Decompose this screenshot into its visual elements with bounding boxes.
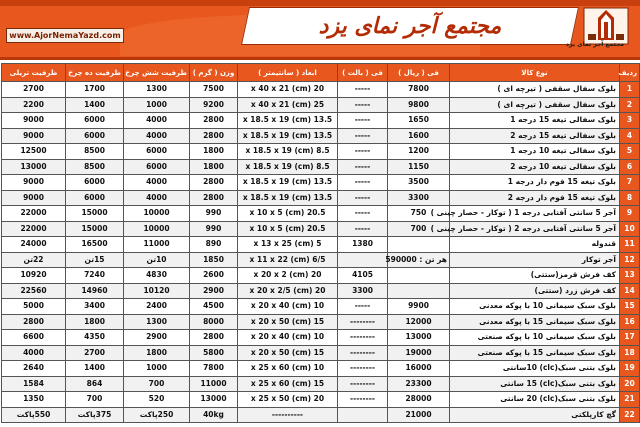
price-pallet-cell: -------- bbox=[338, 330, 388, 346]
price-pallet-cell: 3300 bbox=[338, 283, 388, 299]
product-name-cell: بلوک تیغه 15 فوم دار درجه 1 bbox=[450, 175, 620, 191]
row-number-cell: 12 bbox=[620, 252, 640, 268]
row-number-cell: 22 bbox=[620, 407, 640, 423]
table-body bbox=[2, 82, 640, 423]
six-wheel-capacity-cell: 4000 bbox=[124, 113, 190, 129]
price-pallet-cell: -------- bbox=[338, 314, 388, 330]
table-row bbox=[2, 283, 640, 299]
table-row bbox=[2, 392, 640, 408]
row-number-cell: 14 bbox=[620, 283, 640, 299]
price-pallet-cell: ----- bbox=[338, 175, 388, 191]
row-number-cell: 2 bbox=[620, 97, 640, 113]
weight-cell: 7500 bbox=[190, 82, 238, 98]
dimensions-cell: 25 x 40 x 21 (cm) bbox=[238, 97, 338, 113]
column-header-row-number: ردیف bbox=[620, 64, 640, 82]
price-pallet-cell: ----- bbox=[338, 144, 388, 160]
six-wheel-capacity-cell: 6000 bbox=[124, 144, 190, 160]
weight-cell: 13000 bbox=[190, 392, 238, 408]
dimensions-cell: 8.5 x 18.5 x 19 (cm) bbox=[238, 144, 338, 160]
price-rial-cell: 3300 bbox=[388, 190, 450, 206]
dimensions-cell: 20 x 40 x 21 (cm) bbox=[238, 82, 338, 98]
price-pallet-cell: ----- bbox=[338, 113, 388, 129]
trailer-capacity-cell: 24000 bbox=[2, 237, 66, 253]
weight-cell: 8000 bbox=[190, 314, 238, 330]
table-row bbox=[2, 252, 640, 268]
price-rial-cell: 1200 bbox=[388, 144, 450, 160]
product-name-cell: بلوک سفال سقفی ( تیرچه ای ) bbox=[450, 97, 620, 113]
dimensions-cell: 5 x 13 x 25 (cm) bbox=[238, 237, 338, 253]
header-banner bbox=[0, 0, 640, 60]
table-row bbox=[2, 407, 640, 423]
row-number-cell: 6 bbox=[620, 159, 640, 175]
dimensions-cell: 13.5 x 18.5 x 19 (cm) bbox=[238, 175, 338, 191]
dimensions-cell: 20 x 25 x 50 (cm) bbox=[238, 392, 338, 408]
ten-wheel-capacity-cell: 1400 bbox=[66, 361, 124, 377]
product-name-cell: آجر توکار bbox=[450, 252, 620, 268]
row-number-cell: 15 bbox=[620, 299, 640, 315]
ten-wheel-capacity-cell: 1700 bbox=[66, 82, 124, 98]
column-header-price-rial: فی ( ریال ) bbox=[388, 64, 450, 82]
ten-wheel-capacity-cell: 375پاکت bbox=[66, 407, 124, 423]
trailer-capacity-cell: 9000 bbox=[2, 175, 66, 191]
trailer-capacity-cell: 22560 bbox=[2, 283, 66, 299]
six-wheel-capacity-cell: 700 bbox=[124, 376, 190, 392]
table-row bbox=[2, 361, 640, 377]
price-rial-cell: 12000 bbox=[388, 314, 450, 330]
price-pallet-cell: -------- bbox=[338, 345, 388, 361]
product-name-cell: بلوک سبک سیمانی 10 با پوکه معدنی bbox=[450, 299, 620, 315]
six-wheel-capacity-cell: 2900 bbox=[124, 330, 190, 346]
weight-cell: 2800 bbox=[190, 190, 238, 206]
price-rial-cell: 3500 bbox=[388, 175, 450, 191]
dimensions-cell: 15 x 25 x 60 (cm) bbox=[238, 376, 338, 392]
price-rial-cell: 23300 bbox=[388, 376, 450, 392]
dimensions-cell: 15 x 20 x 50 (cm) bbox=[238, 314, 338, 330]
dimensions-cell: 20 x 20 x 2 (cm) bbox=[238, 268, 338, 284]
row-number-cell: 19 bbox=[620, 361, 640, 377]
six-wheel-capacity-cell: 250پاکت bbox=[124, 407, 190, 423]
price-rial-cell: 1600 bbox=[388, 128, 450, 144]
table-row bbox=[2, 97, 640, 113]
price-rial-cell bbox=[388, 268, 450, 284]
table-row bbox=[2, 113, 640, 129]
dimensions-cell: 20.5 x 10 x 5 (cm) bbox=[238, 206, 338, 222]
weight-cell: 2800 bbox=[190, 113, 238, 129]
table-row bbox=[2, 345, 640, 361]
ten-wheel-capacity-cell: 6000 bbox=[66, 128, 124, 144]
page-title: مجتمع آجر نمای یزد bbox=[318, 13, 502, 39]
weight-cell: 990 bbox=[190, 221, 238, 237]
product-name-cell: بلوک سفال سقفی ( تیرچه ای ) bbox=[450, 82, 620, 98]
ten-wheel-capacity-cell: 1400 bbox=[66, 97, 124, 113]
price-pallet-cell bbox=[338, 407, 388, 423]
weight-cell: 1800 bbox=[190, 144, 238, 160]
price-pallet-cell: ----- bbox=[338, 159, 388, 175]
weight-cell: 9200 bbox=[190, 97, 238, 113]
six-wheel-capacity-cell: 4830 bbox=[124, 268, 190, 284]
table-row bbox=[2, 314, 640, 330]
price-rial-cell: 700 bbox=[388, 221, 450, 237]
dimensions-cell: 8.5 x 18.5 x 19 (cm) bbox=[238, 159, 338, 175]
table-row bbox=[2, 144, 640, 160]
trailer-capacity-cell: 1350 bbox=[2, 392, 66, 408]
column-header-trailer-capacity: ظرفیت تریلی bbox=[2, 64, 66, 82]
weight-cell: 2800 bbox=[190, 330, 238, 346]
banner-stripe bbox=[0, 0, 640, 6]
dimensions-cell: 15 x 20 x 50 (cm) bbox=[238, 345, 338, 361]
weight-cell: 7800 bbox=[190, 361, 238, 377]
product-name-cell: آجر 5 سانتی آفتابی درجه 1 ( توکار - حصار چینی ) bbox=[450, 206, 620, 222]
product-name-cell: قندوله bbox=[450, 237, 620, 253]
ten-wheel-capacity-cell: 4350 bbox=[66, 330, 124, 346]
six-wheel-capacity-cell: 4000 bbox=[124, 175, 190, 191]
weight-cell: 1850 bbox=[190, 252, 238, 268]
price-rial-cell: 9900 bbox=[388, 299, 450, 315]
row-number-cell: 20 bbox=[620, 376, 640, 392]
trailer-capacity-cell: 9000 bbox=[2, 113, 66, 129]
row-number-cell: 7 bbox=[620, 175, 640, 191]
dimensions-cell: ---------- bbox=[238, 407, 338, 423]
trailer-capacity-cell: 22تن bbox=[2, 252, 66, 268]
price-pallet-cell: ----- bbox=[338, 128, 388, 144]
product-name-cell: کف فرش قرمز(ستتی) bbox=[450, 268, 620, 284]
six-wheel-capacity-cell: 1300 bbox=[124, 314, 190, 330]
row-number-cell: 16 bbox=[620, 314, 640, 330]
ten-wheel-capacity-cell: 864 bbox=[66, 376, 124, 392]
weight-cell: 2900 bbox=[190, 283, 238, 299]
column-header-product-name: نوع کالا bbox=[450, 64, 620, 82]
ten-wheel-capacity-cell: 15تن bbox=[66, 252, 124, 268]
row-number-cell: 5 bbox=[620, 144, 640, 160]
weight-cell: 2800 bbox=[190, 128, 238, 144]
ten-wheel-capacity-cell: 15000 bbox=[66, 221, 124, 237]
price-pallet-cell: -------- bbox=[338, 392, 388, 408]
table-header bbox=[2, 64, 640, 82]
ten-wheel-capacity-cell: 700 bbox=[66, 392, 124, 408]
trailer-capacity-cell: 1584 bbox=[2, 376, 66, 392]
product-name-cell: بلوک بتنی سبک(clc) 15 سانتی bbox=[450, 376, 620, 392]
trailer-capacity-cell: 5000 bbox=[2, 299, 66, 315]
column-header-price-pallet: فی ( بالت ) bbox=[338, 64, 388, 82]
price-rial-cell bbox=[388, 237, 450, 253]
trailer-capacity-cell: 22000 bbox=[2, 206, 66, 222]
price-rial-cell bbox=[388, 283, 450, 299]
ten-wheel-capacity-cell: 7240 bbox=[66, 268, 124, 284]
six-wheel-capacity-cell: 1000 bbox=[124, 97, 190, 113]
price-pallet-cell: ----- bbox=[338, 82, 388, 98]
trailer-capacity-cell: 9000 bbox=[2, 128, 66, 144]
table-row bbox=[2, 299, 640, 315]
row-number-cell: 13 bbox=[620, 268, 640, 284]
dimensions-cell: 10 x 25 x 60 (cm) bbox=[238, 361, 338, 377]
trailer-capacity-cell: 9000 bbox=[2, 190, 66, 206]
weight-cell: 4500 bbox=[190, 299, 238, 315]
row-number-cell: 9 bbox=[620, 206, 640, 222]
ten-wheel-capacity-cell: 16500 bbox=[66, 237, 124, 253]
dimensions-cell: 13.5 x 18.5 x 19 (cm) bbox=[238, 128, 338, 144]
trailer-capacity-cell: 6600 bbox=[2, 330, 66, 346]
row-number-cell: 11 bbox=[620, 237, 640, 253]
price-pallet-cell: ----- bbox=[338, 190, 388, 206]
ten-wheel-capacity-cell: 8500 bbox=[66, 159, 124, 175]
row-number-cell: 18 bbox=[620, 345, 640, 361]
price-pallet-cell: ----- bbox=[338, 97, 388, 113]
ten-wheel-capacity-cell: 6000 bbox=[66, 175, 124, 191]
weight-cell: 11000 bbox=[190, 376, 238, 392]
six-wheel-capacity-cell: 2400 bbox=[124, 299, 190, 315]
row-number-cell: 4 bbox=[620, 128, 640, 144]
price-rial-cell: 9800 bbox=[388, 97, 450, 113]
dimensions-cell: 13.5 x 18.5 x 19 (cm) bbox=[238, 190, 338, 206]
ten-wheel-capacity-cell: 6000 bbox=[66, 190, 124, 206]
dimensions-cell: 10 x 20 x 40 (cm) bbox=[238, 330, 338, 346]
dimensions-cell: 20.5 x 10 x 5 (cm) bbox=[238, 221, 338, 237]
six-wheel-capacity-cell: 11000 bbox=[124, 237, 190, 253]
product-name-cell: بلوک بتنی سبک(clc) 10سانتی bbox=[450, 361, 620, 377]
six-wheel-capacity-cell: 6000 bbox=[124, 159, 190, 175]
weight-cell: 5800 bbox=[190, 345, 238, 361]
price-rial-cell: 21000 bbox=[388, 407, 450, 423]
column-header-six-wheel-capacity: ظرفیت شش چرخ bbox=[124, 64, 190, 82]
six-wheel-capacity-cell: 4000 bbox=[124, 190, 190, 206]
table-row bbox=[2, 128, 640, 144]
price-rial-cell: هر تن : 590000 bbox=[388, 252, 450, 268]
six-wheel-capacity-cell: 10120 bbox=[124, 283, 190, 299]
price-table bbox=[1, 63, 640, 423]
six-wheel-capacity-cell: 10000 bbox=[124, 206, 190, 222]
trailer-capacity-cell: 550پاکت bbox=[2, 407, 66, 423]
product-name-cell: بلوک بتنی سبک(clc) 20 سانتی bbox=[450, 392, 620, 408]
price-pallet-cell: ----- bbox=[338, 299, 388, 315]
price-pallet-cell: ----- bbox=[338, 221, 388, 237]
weight-cell: 2800 bbox=[190, 175, 238, 191]
price-rial-cell: 13000 bbox=[388, 330, 450, 346]
price-pallet-cell: 4105 bbox=[338, 268, 388, 284]
website-link[interactable]: www.AjorNemaYazd.com bbox=[6, 28, 124, 43]
dimensions-cell: 10 x 20 x 40 (cm) bbox=[238, 299, 338, 315]
six-wheel-capacity-cell: 1000 bbox=[124, 361, 190, 377]
trailer-capacity-cell: 2800 bbox=[2, 314, 66, 330]
six-wheel-capacity-cell: 4000 bbox=[124, 128, 190, 144]
table-row bbox=[2, 221, 640, 237]
weight-cell: 2600 bbox=[190, 268, 238, 284]
product-name-cell: بلوک سفالی تیغه 15 درجه 2 bbox=[450, 128, 620, 144]
ten-wheel-capacity-cell: 14960 bbox=[66, 283, 124, 299]
table-row bbox=[2, 330, 640, 346]
table-header-row bbox=[2, 64, 640, 82]
six-wheel-capacity-cell: 1800 bbox=[124, 345, 190, 361]
ten-wheel-capacity-cell: 2700 bbox=[66, 345, 124, 361]
table-row bbox=[2, 159, 640, 175]
table-row bbox=[2, 190, 640, 206]
price-pallet-cell: ----- bbox=[338, 206, 388, 222]
product-name-cell: بلوک تیغه 15 فوم دار درجه 2 bbox=[450, 190, 620, 206]
six-wheel-capacity-cell: 10تن bbox=[124, 252, 190, 268]
dimensions-cell: 6/5 x 11 x 22 (cm) bbox=[238, 252, 338, 268]
row-number-cell: 17 bbox=[620, 330, 640, 346]
price-rial-cell: 7800 bbox=[388, 82, 450, 98]
product-name-cell: بلوک سفالی تیغه 10 درجه 1 bbox=[450, 144, 620, 160]
logo-caption: مجتمع آجر نمای یزد bbox=[565, 41, 625, 48]
trailer-capacity-cell: 2640 bbox=[2, 361, 66, 377]
table-row bbox=[2, 268, 640, 284]
product-name-cell: کف فرش زرد (ستتی) bbox=[450, 283, 620, 299]
trailer-capacity-cell: 12500 bbox=[2, 144, 66, 160]
product-name-cell: بلوک سبک سیمانی 15 با پوکه صنعتی bbox=[450, 345, 620, 361]
ten-wheel-capacity-cell: 3400 bbox=[66, 299, 124, 315]
trailer-capacity-cell: 13000 bbox=[2, 159, 66, 175]
price-rial-cell: 28000 bbox=[388, 392, 450, 408]
trailer-capacity-cell: 22000 bbox=[2, 221, 66, 237]
table-row bbox=[2, 206, 640, 222]
weight-cell: 890 bbox=[190, 237, 238, 253]
table-row bbox=[2, 82, 640, 98]
product-name-cell: گچ کارپلکتی bbox=[450, 407, 620, 423]
dimensions-cell: 13.5 x 18.5 x 19 (cm) bbox=[238, 113, 338, 129]
product-name-cell: بلوک سبک سیمانی 15 با پوکه معدنی bbox=[450, 314, 620, 330]
six-wheel-capacity-cell: 10000 bbox=[124, 221, 190, 237]
six-wheel-capacity-cell: 1300 bbox=[124, 82, 190, 98]
column-header-ten-wheel-capacity: ظرفیت ده چرخ bbox=[66, 64, 124, 82]
ten-wheel-capacity-cell: 6000 bbox=[66, 113, 124, 129]
price-rial-cell: 750 bbox=[388, 206, 450, 222]
trailer-capacity-cell: 4000 bbox=[2, 345, 66, 361]
weight-cell: 40kg bbox=[190, 407, 238, 423]
column-header-weight: وزن ( گرم ) bbox=[190, 64, 238, 82]
ten-wheel-capacity-cell: 8500 bbox=[66, 144, 124, 160]
table-row bbox=[2, 175, 640, 191]
column-header-dimensions: ابعاد ( سانتیمتر ) bbox=[238, 64, 338, 82]
row-number-cell: 1 bbox=[620, 82, 640, 98]
trailer-capacity-cell: 2700 bbox=[2, 82, 66, 98]
price-rial-cell: 1150 bbox=[388, 159, 450, 175]
price-pallet-cell: 1380 bbox=[338, 237, 388, 253]
price-rial-cell: 16000 bbox=[388, 361, 450, 377]
product-name-cell: آجر 5 سانتی آفتابی درجه 2 ( توکار - حصار چینی ) bbox=[450, 221, 620, 237]
weight-cell: 1800 bbox=[190, 159, 238, 175]
product-name-cell: بلوک سفالی تیغه 15 درجه 1 bbox=[450, 113, 620, 129]
product-name-cell: بلوک سفالی تیغه 10 درجه 2 bbox=[450, 159, 620, 175]
trailer-capacity-cell: 10920 bbox=[2, 268, 66, 284]
price-pallet-cell: -------- bbox=[338, 376, 388, 392]
price-rial-cell: 19000 bbox=[388, 345, 450, 361]
ten-wheel-capacity-cell: 1800 bbox=[66, 314, 124, 330]
six-wheel-capacity-cell: 520 bbox=[124, 392, 190, 408]
trailer-capacity-cell: 2200 bbox=[2, 97, 66, 113]
price-pallet-cell bbox=[338, 252, 388, 268]
row-number-cell: 8 bbox=[620, 190, 640, 206]
dimensions-cell: 20 x 20 x 2/5 (cm) bbox=[238, 283, 338, 299]
ten-wheel-capacity-cell: 15000 bbox=[66, 206, 124, 222]
table-row bbox=[2, 237, 640, 253]
row-number-cell: 10 bbox=[620, 221, 640, 237]
weight-cell: 990 bbox=[190, 206, 238, 222]
price-rial-cell: 1650 bbox=[388, 113, 450, 129]
product-name-cell: بلوک سبک سیمانی 10 با پوکه صنعتی bbox=[450, 330, 620, 346]
row-number-cell: 21 bbox=[620, 392, 640, 408]
table-row bbox=[2, 376, 640, 392]
row-number-cell: 3 bbox=[620, 113, 640, 129]
price-pallet-cell: -------- bbox=[338, 361, 388, 377]
